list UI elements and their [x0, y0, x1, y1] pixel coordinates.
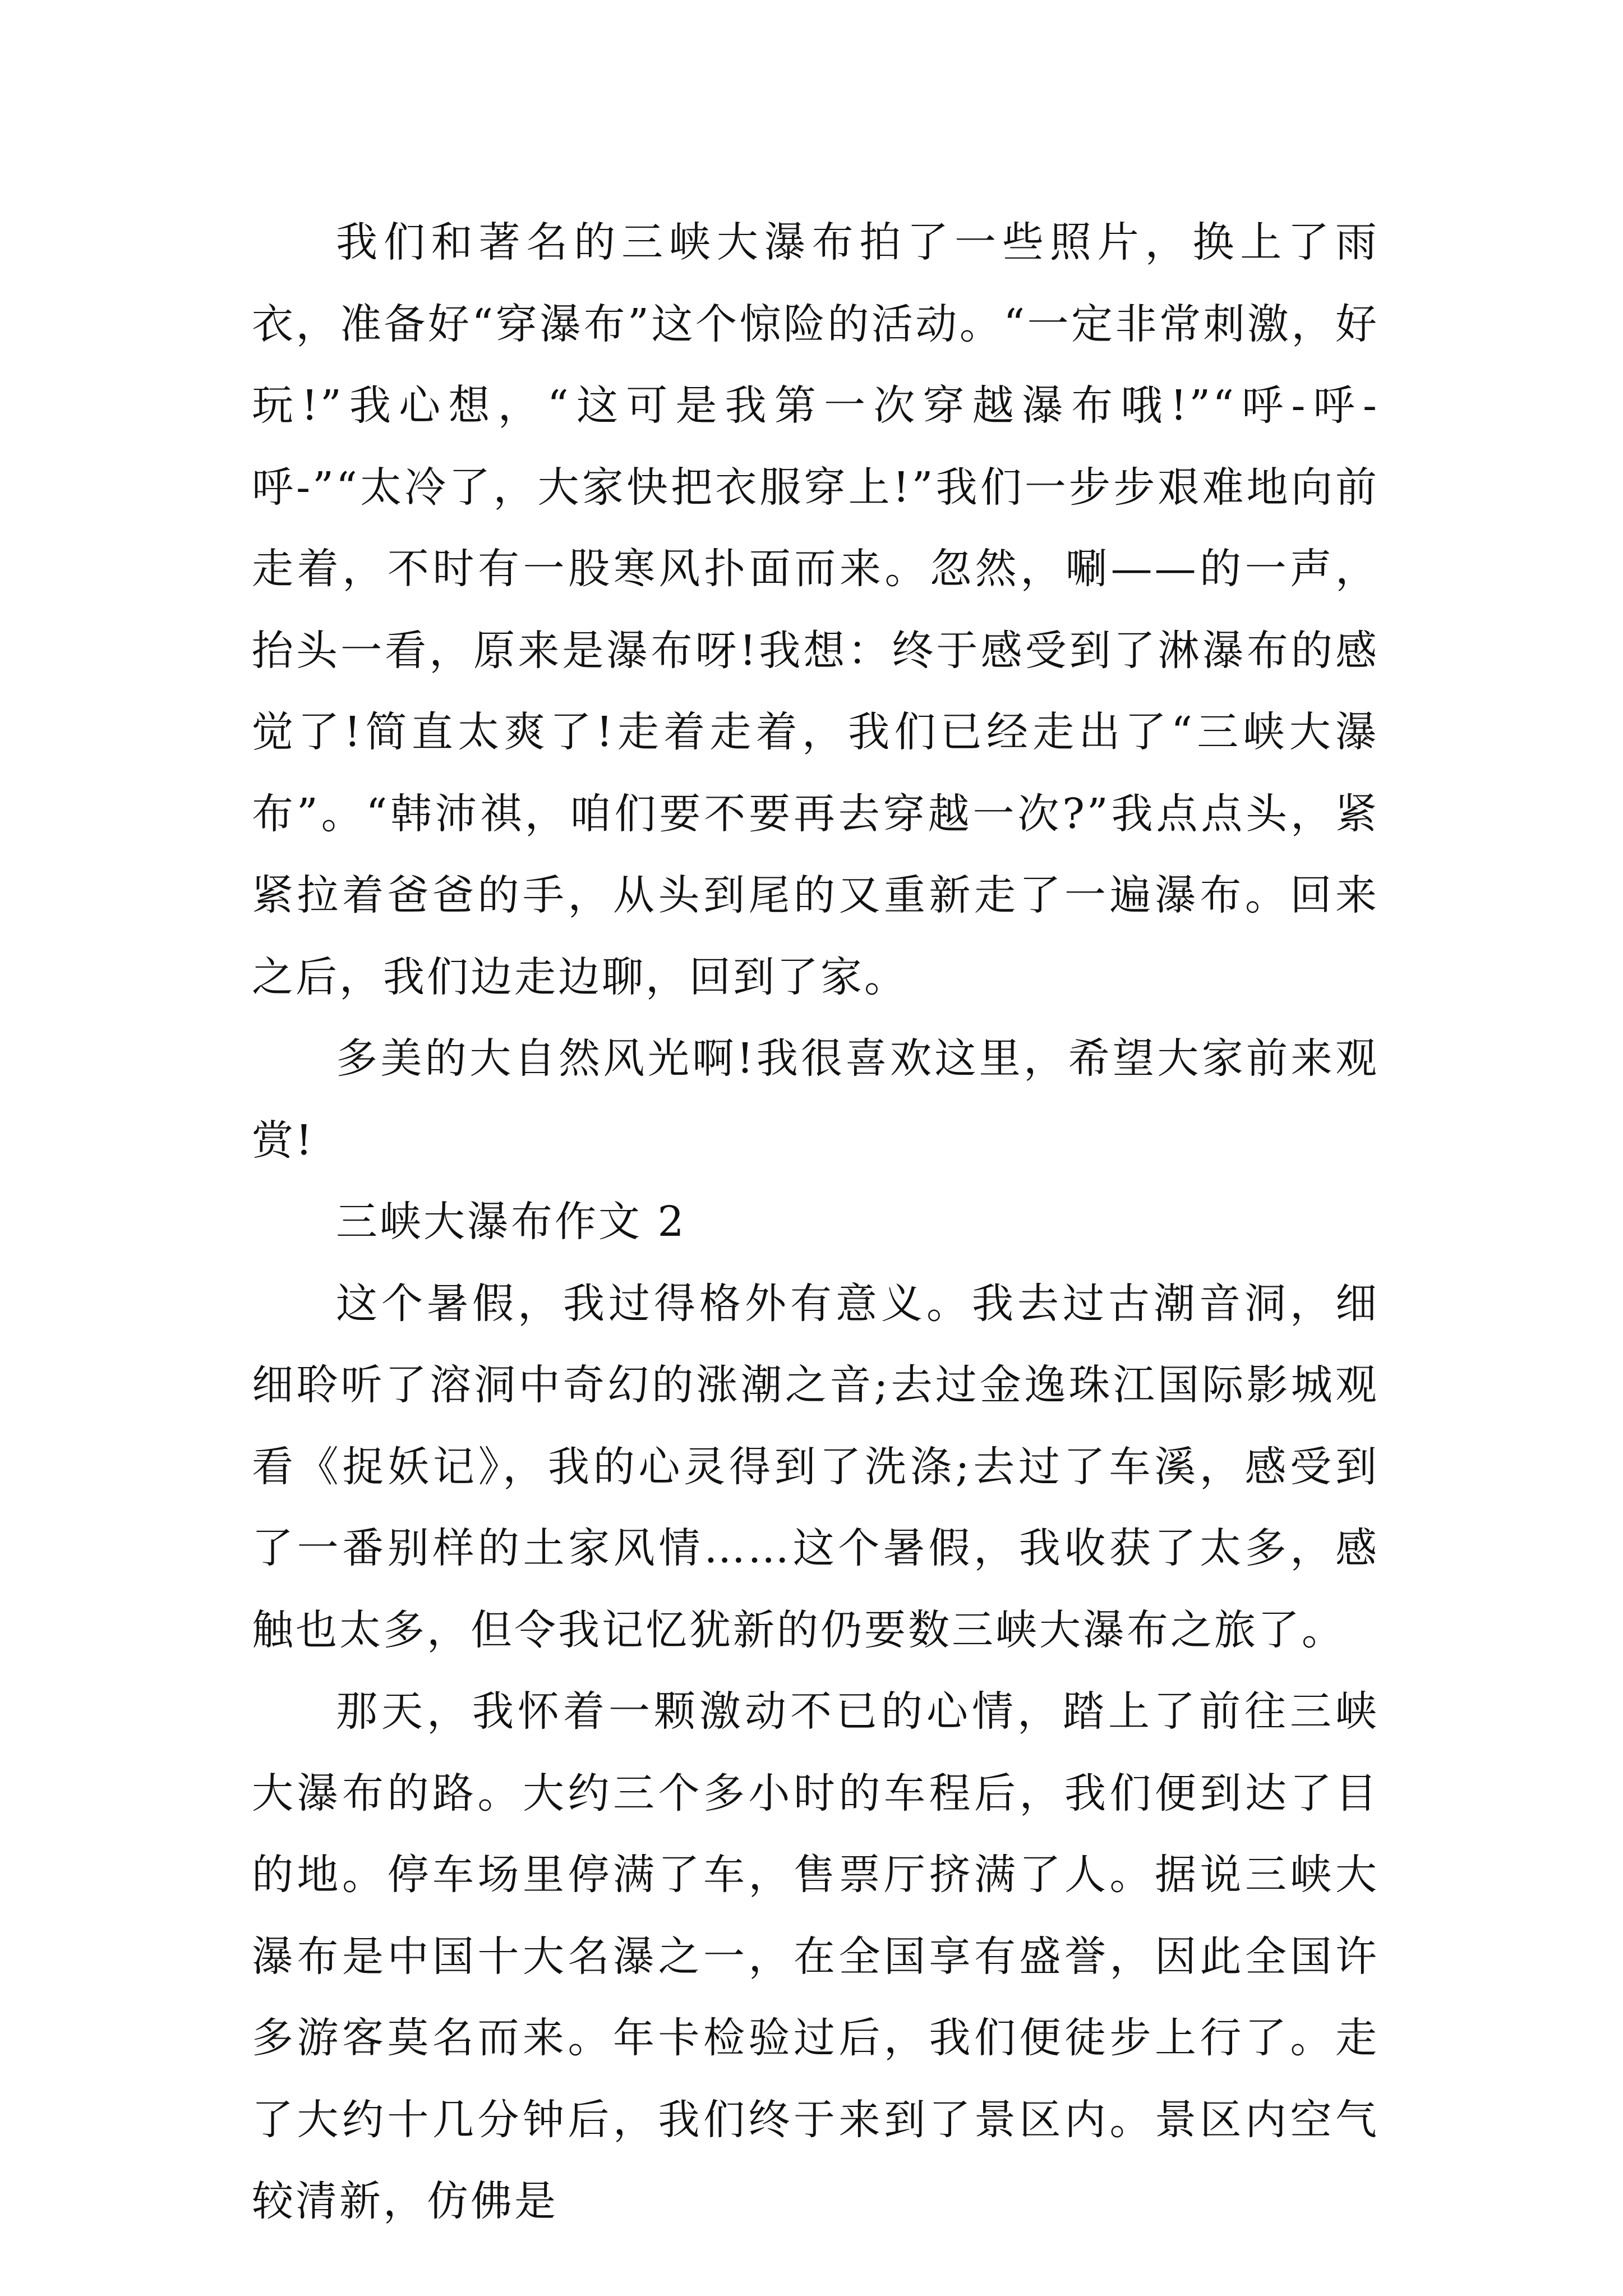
- paragraph-trip-day: 那天，我怀着一颗激动不已的心情，踏上了前往三峡大瀑布的路。大约三个多小时的车程后，我们便到达了目的地。停车场里停满了车，售票厅挤满了人。据说三峡大瀑布是中国十大名瀑之一，在全国享有盛誉，因此全国许多游客莫名而来。年卡检验过后，我们便徒步上行了。走了大约十几分钟后，我们终于来到了景区内。景区内空气较清新，仿佛是: [252, 1687, 1379, 2225]
- paragraph-conclusion: 多美的大自然风光啊!我很喜欢这里，希望大家前来观赏!: [252, 1034, 1379, 1165]
- section-heading: 三峡大瀑布作文 2: [336, 1198, 686, 1246]
- paragraph-summer-intro: 这个暑假，我过得格外有意义。我去过古潮音洞，细细聆听了溶洞中奇幻的涨潮之音;去过金逸珠江国际影城观看《捉妖记》，我的心灵得到了洗涤;去过了车溪，感受到了一番别样的土家风情……这个暑假，我收获了太多，感触也太多，但令我记忆犹新的仍要数三峡大瀑布之旅了。: [252, 1279, 1379, 1654]
- paragraph-waterfall-walk: 我们和著名的三峡大瀑布拍了一些照片，换上了雨衣，准备好“穿瀑布”这个惊险的活动。“一定非常刺激，好玩!”我心想，“这可是我第一次穿越瀑布哦!”“呼-呼-呼-”“太冷了，大家快把衣服穿上!”我们一步步艰难地向前走着，不时有一股寒风扑面而来。忽然，唰——的一声，抬头一看，原来是瀑布呀!我想：终于感受到了淋瀑布的感觉了!简直太爽了!走着走着，我们已经走出了“三峡大瀑布”。“韩沛祺，咱们要不要再去穿越一次?”我点点头，紧紧拉着爸爸的手，从头到尾的又重新走了一遍瀑布。回来之后，我们边走边聊，回到了家。: [252, 218, 1379, 1001]
- article-body: [252, 202, 1379, 2243]
